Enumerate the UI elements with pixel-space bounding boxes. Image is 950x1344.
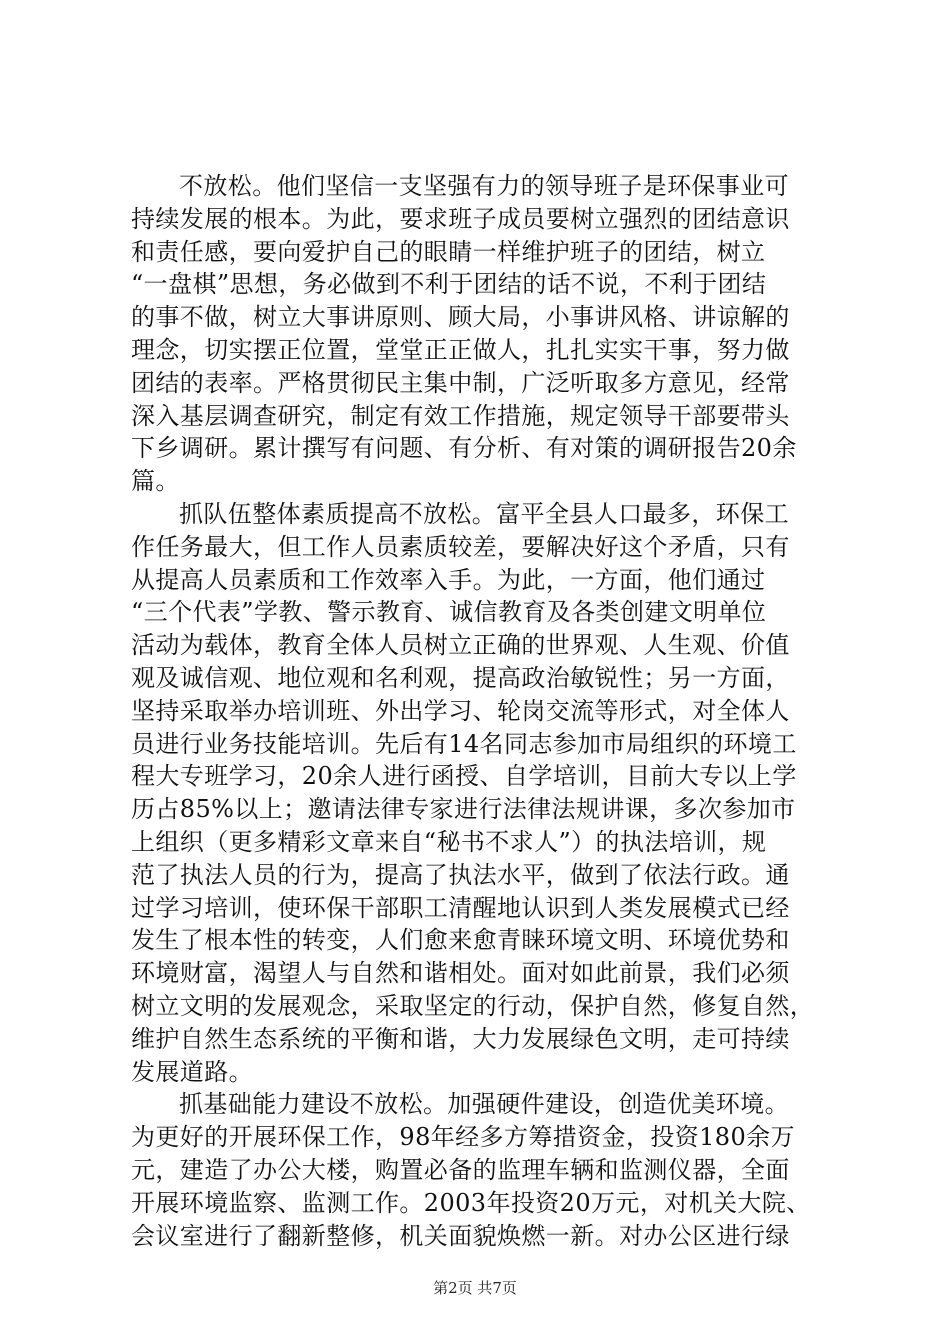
text-line: 过学习培训，使环保干部职工清醒地认识到人类发展模式已经 [131,893,790,922]
text-line: 的事不做，树立大事讲原则、顾大局，小事讲风格、讲谅解的 [131,303,790,332]
text-line: 程大专班学习，20余人进行函授、自学培训，目前大专以上学 [131,762,797,791]
text-line: 上组织（更多精彩文章来自“秘书不求人”）的执法培训，规 [131,827,767,856]
text-line: 篇。 [131,467,180,496]
paragraph-leadership [131,170,831,498]
text-line: “三个代表”学教、警示教育、诚信教育及各类创建文明单位 [131,598,767,627]
text-line: 发生了根本性的转变，人们愈来愈青睐环境文明、环境优势和 [131,926,790,955]
text-line: 和责任感，要向爱护自己的眼睛一样维护班子的团结，树立 [131,237,766,266]
text-line: 持续发展的根本。为此，要求班子成员要树立强烈的团结意识 [131,204,790,233]
document-body [131,170,831,1252]
text-line: 抓基础能力建设不放松。加强硬件建设，创造优美环境。 [179,1090,789,1119]
text-line: 树立文明的发展观念，采取坚定的行动，保护自然，修复自然， [131,991,815,1020]
text-line: 发展道路。 [131,1057,253,1086]
text-line: 员进行业务技能培训。先后有14名同志参加市局组织的环境工 [131,729,797,758]
text-line: 活动为载体，教育全体人员树立正确的世界观、人生观、价值 [131,631,790,660]
text-line: 维护自然生态系统的平衡和谐，大力发展绿色文明，走可持续 [131,1024,790,1053]
text-line: 不放松。他们坚信一支坚强有力的领导班子是环保事业可 [179,172,789,200]
text-line: 环境财富，渴望人与自然和谐相处。面对如此前景，我们必须 [131,959,790,988]
text-line: 深入基层调查研究，制定有效工作措施，规定领导干部要带头 [131,401,790,430]
text-line: 坚持采取举办培训班、外出学习、轮岗交流等形式，对全体人 [131,696,790,725]
text-line: 范了执法人员的行为，提高了执法水平，做到了依法行政。通 [131,860,790,889]
text-line: 为更好的开展环保工作，98年经多方筹措资金，投资180余万 [131,1123,795,1152]
text-line: 观及诚信观、地位观和名利观，提高政治敏锐性；另一方面， [131,663,790,692]
text-line: 开展环境监察、监测工作。2003年投资20万元，对机关大院、 [131,1188,811,1217]
text-line: 抓队伍整体素质提高不放松。富平全县人口最多，环保工 [179,499,789,528]
text-line: 作任务最大，但工作人员素质较差，要解决好这个矛盾，只有 [131,532,790,561]
text-line: 理念，切实摆正位置，堂堂正正做人，扎扎实实干事，努力做 [131,335,790,364]
text-line: 元，建造了办公大楼，购置必备的监理车辆和监测仪器，全面 [131,1155,790,1184]
paragraph-infrastructure [131,1088,831,1252]
text-line: “一盘棋”思想，务必做到不利于团结的话不说，不利于团结 [131,270,767,299]
text-line: 会议室进行了翻新整修，机关面貌焕燃一新。对办公区进行绿 [131,1221,790,1250]
text-line: 下乡调研。累计撰写有问题、有分析、有对策的调研报告20余 [131,434,797,463]
paragraph-staff-quality [131,498,831,1088]
text-line: 历占85%以上；邀请法律专家进行法律法规讲课，多次参加市 [131,795,796,824]
text-line: 团结的表率。严格贯彻民主集中制，广泛听取多方意见，经常 [131,368,790,397]
page-number-footer: 第2页 共7页 [433,1279,517,1297]
text-line: 从提高人员素质和工作效率入手。为此，一方面，他们通过 [131,565,766,594]
